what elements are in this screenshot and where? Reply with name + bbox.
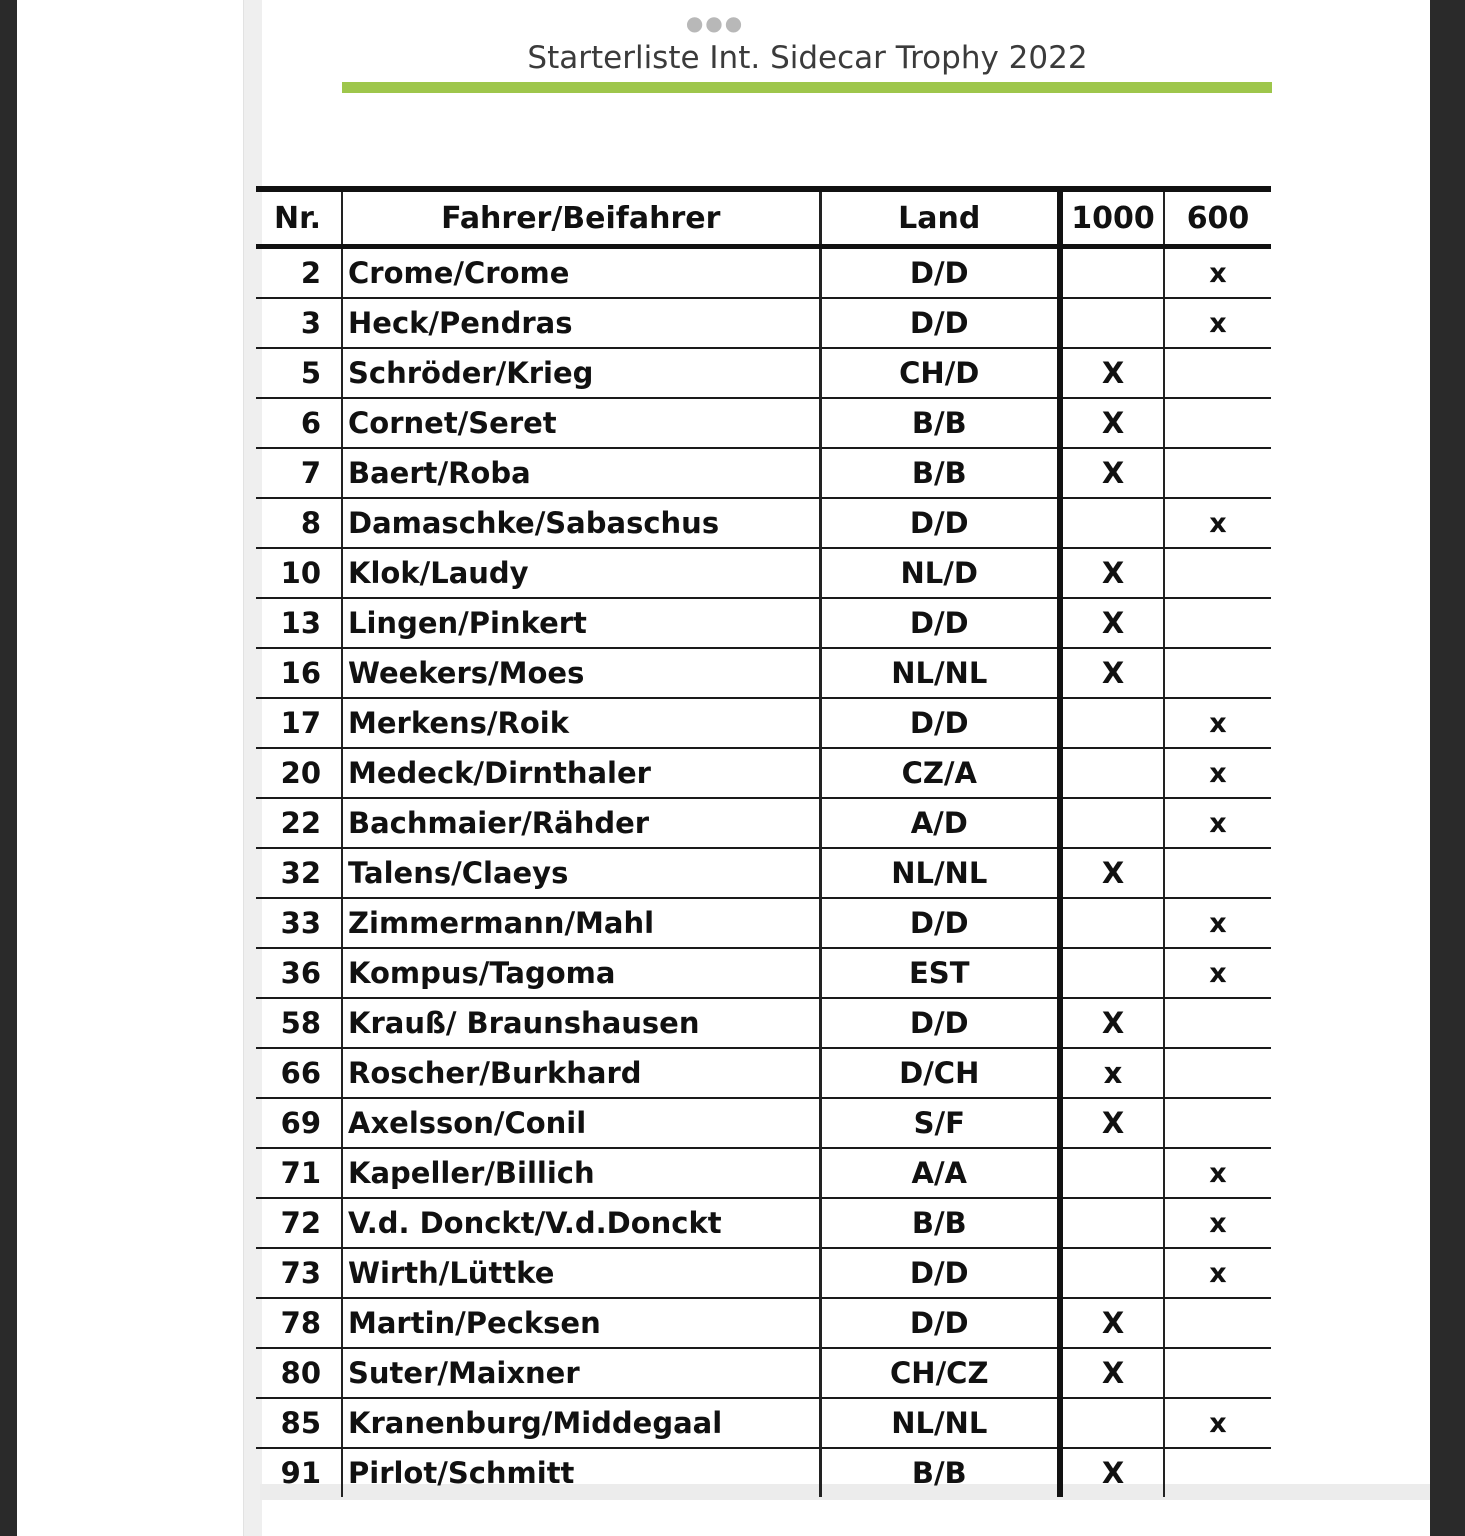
class-600-mark: x: [1164, 898, 1271, 948]
driver-passenger: Merkens/Roik: [342, 698, 820, 748]
class-600-mark: [1164, 598, 1271, 648]
country: CZ/A: [820, 748, 1060, 798]
class-600-mark: x: [1164, 247, 1271, 299]
country: S/F: [820, 1098, 1060, 1148]
driver-passenger: Cornet/Seret: [342, 398, 820, 448]
class-600-mark: x: [1164, 798, 1271, 848]
driver-passenger: V.d. Donckt/V.d.Donckt: [342, 1198, 820, 1248]
table-row: [256, 1398, 1271, 1448]
table-row: [256, 1448, 1271, 1497]
header-1000-class: 1000: [1060, 189, 1164, 247]
class-1000-mark: X: [1060, 1348, 1164, 1398]
class-600-mark: [1164, 1298, 1271, 1348]
class-1000-mark: [1060, 748, 1164, 798]
class-600-mark: [1164, 1098, 1271, 1148]
table-row: [256, 1148, 1271, 1198]
class-1000-mark: [1060, 1198, 1164, 1248]
class-600-mark: [1164, 848, 1271, 898]
table-row: [256, 848, 1271, 898]
table-row: [256, 948, 1271, 998]
country: EST: [820, 948, 1060, 998]
entry-number: 22: [256, 798, 342, 848]
table-row: [256, 1248, 1271, 1298]
class-600-mark: x: [1164, 1198, 1271, 1248]
driver-passenger: Weekers/Moes: [342, 648, 820, 698]
class-1000-mark: X: [1060, 348, 1164, 398]
driver-passenger: Klok/Laudy: [342, 548, 820, 598]
driver-passenger: Martin/Pecksen: [342, 1298, 820, 1348]
driver-passenger: Heck/Pendras: [342, 298, 820, 348]
class-600-mark: [1164, 448, 1271, 498]
driver-passenger: Talens/Claeys: [342, 848, 820, 898]
entry-number: 58: [256, 998, 342, 1048]
country: NL/NL: [820, 848, 1060, 898]
entry-number: 33: [256, 898, 342, 948]
country: D/D: [820, 1248, 1060, 1298]
driver-passenger: Lingen/Pinkert: [342, 598, 820, 648]
table-row: [256, 448, 1271, 498]
entry-number: 78: [256, 1298, 342, 1348]
driver-passenger: Damaschke/Sabaschus: [342, 498, 820, 548]
class-1000-mark: x: [1060, 1048, 1164, 1098]
class-600-mark: [1164, 648, 1271, 698]
entry-number: 85: [256, 1398, 342, 1448]
class-600-mark: [1164, 1348, 1271, 1398]
table-row: [256, 298, 1271, 348]
class-600-mark: [1164, 348, 1271, 398]
driver-passenger: Roscher/Burkhard: [342, 1048, 820, 1098]
class-1000-mark: X: [1060, 548, 1164, 598]
table-row: [256, 1348, 1271, 1398]
table-row: [256, 698, 1271, 748]
country: D/D: [820, 598, 1060, 648]
country: D/D: [820, 998, 1060, 1048]
table-row: [256, 798, 1271, 848]
entry-number: 6: [256, 398, 342, 448]
driver-passenger: Suter/Maixner: [342, 1348, 820, 1398]
driver-passenger: Zimmermann/Mahl: [342, 898, 820, 948]
class-1000-mark: X: [1060, 448, 1164, 498]
country: NL/NL: [820, 1398, 1060, 1448]
more-horizontal-icon[interactable]: ●●●: [685, 11, 745, 35]
entry-number: 10: [256, 548, 342, 598]
entry-number: 20: [256, 748, 342, 798]
header-driver-passenger: Fahrer/Beifahrer: [342, 189, 820, 247]
country: D/D: [820, 1298, 1060, 1348]
driver-passenger: Kranenburg/Middegaal: [342, 1398, 820, 1448]
country: NL/D: [820, 548, 1060, 598]
entry-number: 7: [256, 448, 342, 498]
table-row: [256, 247, 1271, 299]
entry-number: 66: [256, 1048, 342, 1098]
class-1000-mark: X: [1060, 1298, 1164, 1348]
country: B/B: [820, 1198, 1060, 1248]
entry-number: 69: [256, 1098, 342, 1148]
table-row: [256, 548, 1271, 598]
entry-number: 5: [256, 348, 342, 398]
class-600-mark: [1164, 998, 1271, 1048]
table-row: [256, 498, 1271, 548]
class-600-mark: [1164, 398, 1271, 448]
driver-passenger: Kapeller/Billich: [342, 1148, 820, 1198]
document-title: Starterliste Int. Sidecar Trophy 2022: [527, 40, 1088, 76]
country: A/A: [820, 1148, 1060, 1198]
driver-passenger: Kompus/Tagoma: [342, 948, 820, 998]
driver-passenger: Medeck/Dirnthaler: [342, 748, 820, 798]
country: D/D: [820, 498, 1060, 548]
entry-number: 2: [256, 247, 342, 299]
class-1000-mark: [1060, 298, 1164, 348]
table-row: [256, 1198, 1271, 1248]
country: D/D: [820, 898, 1060, 948]
class-600-mark: [1164, 1048, 1271, 1098]
right-window-edge: [1430, 0, 1465, 1536]
table-row: [256, 898, 1271, 948]
driver-passenger: Schröder/Krieg: [342, 348, 820, 398]
driver-passenger: Baert/Roba: [342, 448, 820, 498]
class-600-mark: x: [1164, 498, 1271, 548]
table-row: [256, 398, 1271, 448]
left-window-edge: [0, 0, 17, 1536]
country: B/B: [820, 398, 1060, 448]
driver-passenger: Krauß/ Braunshausen: [342, 998, 820, 1048]
class-600-mark: x: [1164, 1148, 1271, 1198]
entry-number: 36: [256, 948, 342, 998]
country: CH/D: [820, 348, 1060, 398]
table-row: [256, 348, 1271, 398]
country: D/CH: [820, 1048, 1060, 1098]
class-600-mark: [1164, 1448, 1271, 1497]
entry-number: 16: [256, 648, 342, 698]
table-row: [256, 1098, 1271, 1148]
country: CH/CZ: [820, 1348, 1060, 1398]
table-row: [256, 648, 1271, 698]
entry-number: 80: [256, 1348, 342, 1398]
table-row: [256, 1048, 1271, 1098]
table-row: [256, 1298, 1271, 1348]
class-1000-mark: X: [1060, 648, 1164, 698]
class-1000-mark: X: [1060, 598, 1164, 648]
driver-passenger: Bachmaier/Rähder: [342, 798, 820, 848]
table-row: [256, 748, 1271, 798]
country: B/B: [820, 448, 1060, 498]
driver-passenger: Crome/Crome: [342, 247, 820, 299]
class-1000-mark: [1060, 1248, 1164, 1298]
class-1000-mark: [1060, 898, 1164, 948]
country: NL/NL: [820, 648, 1060, 698]
class-1000-mark: X: [1060, 1098, 1164, 1148]
entry-number: 32: [256, 848, 342, 898]
table-header-row: [256, 189, 1271, 247]
class-1000-mark: X: [1060, 1448, 1164, 1497]
driver-passenger: Pirlot/Schmitt: [342, 1448, 820, 1497]
country: D/D: [820, 247, 1060, 299]
class-1000-mark: [1060, 1398, 1164, 1448]
starter-list-table: [256, 186, 1271, 1497]
table-row: [256, 998, 1271, 1048]
class-1000-mark: X: [1060, 398, 1164, 448]
class-1000-mark: [1060, 247, 1164, 299]
class-600-mark: x: [1164, 1248, 1271, 1298]
class-1000-mark: [1060, 498, 1164, 548]
entry-number: 3: [256, 298, 342, 348]
class-600-mark: x: [1164, 748, 1271, 798]
country: A/D: [820, 798, 1060, 848]
entry-number: 17: [256, 698, 342, 748]
class-600-mark: [1164, 548, 1271, 598]
class-600-mark: x: [1164, 1398, 1271, 1448]
table-row: [256, 598, 1271, 648]
class-1000-mark: X: [1060, 998, 1164, 1048]
driver-passenger: Wirth/Lüttke: [342, 1248, 820, 1298]
class-1000-mark: X: [1060, 848, 1164, 898]
class-1000-mark: [1060, 798, 1164, 848]
country: D/D: [820, 698, 1060, 748]
class-600-mark: x: [1164, 698, 1271, 748]
country: B/B: [820, 1448, 1060, 1497]
header-country: Land: [820, 189, 1060, 247]
entry-number: 91: [256, 1448, 342, 1497]
class-600-mark: x: [1164, 298, 1271, 348]
class-1000-mark: [1060, 698, 1164, 748]
title-underline: [342, 82, 1272, 93]
country: D/D: [820, 298, 1060, 348]
entry-number: 8: [256, 498, 342, 548]
class-1000-mark: [1060, 948, 1164, 998]
entry-number: 13: [256, 598, 342, 648]
class-1000-mark: [1060, 1148, 1164, 1198]
entry-number: 72: [256, 1198, 342, 1248]
class-600-mark: x: [1164, 948, 1271, 998]
driver-passenger: Axelsson/Conil: [342, 1098, 820, 1148]
entry-number: 71: [256, 1148, 342, 1198]
entry-number: 73: [256, 1248, 342, 1298]
header-nr: Nr.: [256, 189, 342, 247]
header-600-class: 600: [1164, 189, 1271, 247]
